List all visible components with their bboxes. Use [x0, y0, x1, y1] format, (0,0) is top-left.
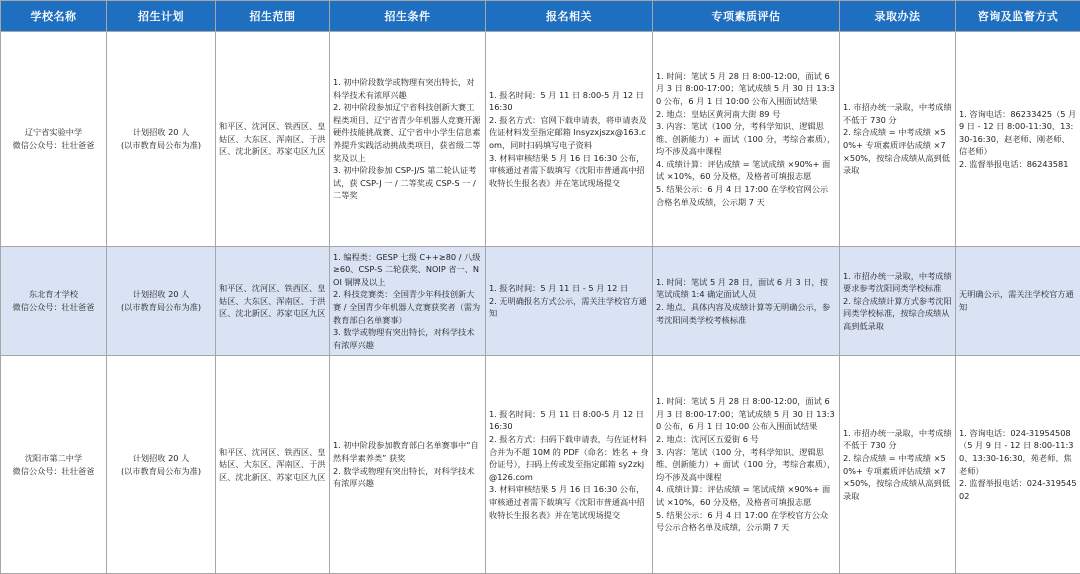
- assessment-line: 3. 内容：笔试（100 分，考科学知识、逻辑思维、创新能力）+ 面试（100 分，考综合素质），均不涉及高中课程: [656, 446, 836, 484]
- cell-admission: [840, 356, 956, 574]
- assessment-line: 4. 成绩计算：评估成绩 = 笔试成绩 ×90%+ 面试 ×10%，60 分及格，及格者可填报志愿: [656, 483, 836, 508]
- contact-line: 1. 咨询电话：024-31954508（5 月 9 日 - 12 日 8:00-11:30、13:30-16:30，苑老师、焦老师）: [959, 427, 1077, 477]
- cell-conditions: [330, 247, 486, 356]
- cell-school: [1, 32, 107, 247]
- assessment-line: 5. 结果公示：6 月 4 日 17:00 在学校官方公众号公示合格名单及成绩，公示期 7 天: [656, 509, 836, 534]
- plan-line: (以市教育局公布为准): [110, 301, 212, 314]
- table-row: [1, 32, 1080, 247]
- admission-line: 2. 综合成绩 = 中考成绩 ×50%+ 专项素质评估成绩 ×7×50%，按综合成绩从高到低录取: [843, 452, 952, 502]
- plan-line: (以市教育局公布为准): [110, 465, 212, 478]
- registration-line: 2. 报名方式：扫码下载申请表，与佐证材料合并为不超 10M 的 PDF（命名：姓名 + 身份证号），扫码上传或发至指定邮箱 sy2zkj@126.com: [489, 433, 649, 483]
- cell-school: [1, 247, 107, 356]
- col-header-scope: 招生范围: [216, 1, 330, 32]
- cell-contact: [956, 32, 1080, 247]
- contact-line: 1. 咨询电话：86233425（5 月 9 日 - 12 日 8:00-11:30、13:30-16:30，赵老师、刚老师、信老师）: [959, 108, 1077, 158]
- col-header-assessment: 专项素质评估: [653, 1, 840, 32]
- assessment-line: 1. 时间：笔试 5 月 28 日 8:00-12:00，面试 6 月 3 日 8:00-17:00；笔试成绩 5 月 30 日 13:30 公布，6 月 1 日 10:00 公布入围面试结果: [656, 395, 836, 433]
- assessment-line: 3. 内容：笔试（100 分，考科学知识、逻辑思维、创新能力）+ 面试（100 分，考综合素质），均不涉及高中课程: [656, 120, 836, 158]
- school-line: 沈阳市第二中学: [4, 452, 103, 465]
- school-line: 微信公众号：壮壮爸爸: [4, 139, 103, 152]
- admission-line: 1. 市招办统一录取，中考成绩不低于 730 分: [843, 101, 952, 126]
- school-line: 微信公众号：壮壮爸爸: [4, 465, 103, 478]
- conditions-line: 1. 初中阶段参加教育部白名单赛事中“自然科学素养类” 获奖: [333, 439, 482, 464]
- registration-line: 3. 材料审核结果 5 月 16 日 16:30 公布，审核通过者需下载填写《沈阳市普通高中招收特长生报名表》并在笔试现场提交: [489, 152, 649, 190]
- col-header-admission: 录取办法: [840, 1, 956, 32]
- cell-plan: [107, 356, 216, 574]
- conditions-line: 1. 编程类：GESP 七级 C++≥80 / 八级≥60、CSP-S 二轮获奖、NOIP 省一、NOI 铜牌及以上: [333, 251, 482, 289]
- cell-scope: [216, 356, 330, 574]
- conditions-line: 2. 初中阶段参加辽宁省科技创新大赛工程类项目、辽宁省青少年机器人竞赛开源硬件技能挑战赛、辽宁省中小学生信息素养提升实践活动挑战类项目，获省级二等奖及以上: [333, 101, 482, 164]
- scope-line: 和平区、沈河区、铁西区、皇姑区、大东区、浑南区、于洪区、沈北新区、苏家屯区九区: [219, 446, 326, 484]
- cell-assessment: [653, 247, 840, 356]
- cell-registration: [486, 32, 653, 247]
- cell-conditions: [330, 32, 486, 247]
- cell-admission: [840, 247, 956, 356]
- cell-scope: [216, 247, 330, 356]
- cell-registration: [486, 356, 653, 574]
- cell-conditions: [330, 356, 486, 574]
- conditions-line: 3. 初中阶段参加 CSP-J/S 第二轮认证考试，获 CSP-J 一 / 二等奖或 CSP-S 一 / 二等奖: [333, 164, 482, 202]
- registration-line: 1. 报名时间：5 月 11 日 8:00-5 月 12 日 16:30: [489, 89, 649, 114]
- scope-line: 和平区、沈河区、铁西区、皇姑区、大东区、浑南区、于洪区、沈北新区、苏家屯区九区: [219, 282, 326, 320]
- col-header-contact: 咨询及监督方式: [956, 1, 1080, 32]
- plan-line: 计划招收 20 人: [110, 452, 212, 465]
- table-row: [1, 247, 1080, 356]
- col-header-conditions: 招生条件: [330, 1, 486, 32]
- cell-plan: [107, 247, 216, 356]
- scope-line: 和平区、沈河区、铁西区、皇姑区、大东区、浑南区、于洪区、沈北新区、苏家屯区九区: [219, 120, 326, 158]
- conditions-line: 3. 数学或物理有突出特长，对科学技术有浓厚兴趣: [333, 326, 482, 351]
- col-header-plan: 招生计划: [107, 1, 216, 32]
- school-line: 东北育才学校: [4, 288, 103, 301]
- admission-line: 2. 综合成绩 = 中考成绩 ×50%+ 专项素质评估成绩 ×7×50%，按综合成绩从高到低录取: [843, 126, 952, 176]
- contact-line: 2. 监督举报电话：86243581: [959, 158, 1077, 171]
- assessment-line: 4. 成绩计算：评估成绩 = 笔试成绩 ×90%+ 面试 ×10%，60 分及格，及格者可填报志愿: [656, 158, 836, 183]
- col-header-registration: 报名相关: [486, 1, 653, 32]
- cell-assessment: [653, 32, 840, 247]
- assessment-line: 1. 时间：笔试 5 月 28 日，面试 6 月 3 日，按笔试成绩 1:4 确定面试人员: [656, 276, 836, 301]
- conditions-line: 2. 数学或物理有突出特长，对科学技术有浓厚兴趣: [333, 465, 482, 490]
- header-row: [1, 1, 1080, 32]
- cell-contact: [956, 247, 1080, 356]
- school-line: 辽宁省实验中学: [4, 126, 103, 139]
- admission-line: 2. 综合成绩计算方式参考沈阳同类学校标准，按综合成绩从高到低录取: [843, 295, 952, 333]
- cell-assessment: [653, 356, 840, 574]
- cell-plan: [107, 32, 216, 247]
- col-header-school: 学校名称: [1, 1, 107, 32]
- registration-line: 1. 报名时间：5 月 11 日 - 5 月 12 日: [489, 282, 649, 295]
- registration-line: 3. 材料审核结果 5 月 16 日 16:30 公布，审核通过者需下载填写《沈阳市普通高中招收特长生报名表》并在笔试现场提交: [489, 483, 649, 521]
- plan-line: 计划招收 20 人: [110, 126, 212, 139]
- assessment-line: 2. 地点、具体内容及成绩计算等无明确公示，参考沈阳同类学校考核标准: [656, 301, 836, 326]
- plan-line: 计划招收 20 人: [110, 288, 212, 301]
- admission-line: 1. 市招办统一录取，中考成绩不低于 730 分: [843, 427, 952, 452]
- assessment-line: 2. 地点：沈河区五爱街 6 号: [656, 433, 836, 446]
- plan-line: (以市教育局公布为准): [110, 139, 212, 152]
- cell-registration: [486, 247, 653, 356]
- conditions-line: 1. 初中阶段数学或物理有突出特长，对科学技术有浓厚兴趣: [333, 76, 482, 101]
- registration-line: 1. 报名时间：5 月 11 日 8:00-5 月 12 日 16:30: [489, 408, 649, 433]
- contact-line: 无明确公示，需关注学校官方通知: [959, 288, 1077, 313]
- admission-line: 1. 市招办统一录取，中考成绩要求参考沈阳同类学校标准: [843, 270, 952, 295]
- assessment-line: 2. 地点：皇姑区黄河南大街 89 号: [656, 108, 836, 121]
- cell-admission: [840, 32, 956, 247]
- assessment-line: 5. 结果公示：6 月 4 日 17:00 在学校官网公示合格名单及成绩，公示期 7 天: [656, 183, 836, 208]
- school-line: 微信公众号：壮壮爸爸: [4, 301, 103, 314]
- conditions-line: 2. 科技竞赛类：全国青少年科技创新大赛 / 全国青少年机器人竞赛获奖者（需为教育部白名单赛事）: [333, 288, 482, 326]
- cell-school: [1, 356, 107, 574]
- registration-line: 2. 报名方式：官网下载申请表，将申请表及佐证材料发至指定邮箱 lnsyzxjszx@163.com，同时扫码填写电子资料: [489, 114, 649, 152]
- cell-contact: [956, 356, 1080, 574]
- cell-scope: [216, 32, 330, 247]
- contact-line: 2. 监督举报电话：024-31954502: [959, 477, 1077, 502]
- table-row: [1, 356, 1080, 574]
- registration-line: 2. 无明确报名方式公示，需关注学校官方通知: [489, 295, 649, 320]
- assessment-line: 1. 时间：笔试 5 月 28 日 8:00-12:00，面试 6 月 3 日 8:00-17:00；笔试成绩 5 月 30 日 13:30 公布，6 月 1 日 10:00 公布入围面试结果: [656, 70, 836, 108]
